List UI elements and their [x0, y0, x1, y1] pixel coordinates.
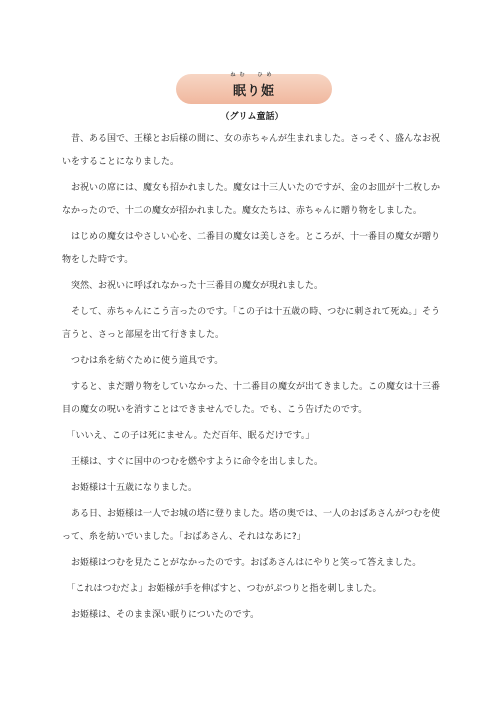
paragraph: お姫様はつむを見たことがなかったのです。おばあさんはにやりと笑って答えました。: [62, 558, 422, 568]
paragraph: 昔、ある国で、王様とお后様の間に、女の赤ちゃんが生まれました。さっそく、盛んなお祝いをすることになりました。: [62, 134, 440, 167]
paragraph: はじめの魔女はやさしい心を、二番目の魔女は美しさを。ところが、十一番目の魔女が贈り物をした時です。: [62, 232, 441, 265]
story-body: [62, 128, 440, 630]
paragraph: お祝いの席には、魔女も招かれました。魔女は十三人いたのですが、金のお皿が十二枚しかなかったので、十二の魔女が招かれました。魔女たちは、赤ちゃんに贈り物をしました。: [62, 183, 441, 216]
subtitle: （グリム童話）: [220, 112, 284, 122]
paragraph: 突然、お祝いに呼ばれなかった十三番目の魔女が現れました。: [62, 281, 324, 291]
story-title: [230, 71, 276, 99]
paragraph: つむは糸を紡ぐために使う道具です。: [62, 356, 224, 366]
paragraph: 「いいえ、この子は死にません。ただ百年、眠るだけです。」: [62, 431, 315, 441]
paragraph: 王様は、すぐに国中のつむを燃やすように命令を出しました。: [62, 457, 324, 467]
paragraph: ある日、お姫様は一人でお城の塔に登りました。塔の奥では、一人のおばあさんがつむを使って、糸を紡いでいました。「おばあさん、それはなあに?」: [62, 509, 441, 542]
paragraph: 「これはつむだよ」お姫様が手を伸ばすと、つむがぷつりと指を刺しました。: [62, 584, 382, 594]
paragraph: お姫様は十五歳になりました。: [62, 483, 198, 493]
paragraph: そして、赤ちゃんにこう言ったのです。「この子は十五歳の時、つむに刺されて死ぬ。」そう言うと、さっと部屋を出て行きました。: [62, 307, 440, 340]
paragraph: すると、まだ贈り物をしていなかった、十二番目の魔女が出てきました。この魔女は十三番目の魔女の呪いを消すことはできませんでした。でも、こう告げたのです。: [62, 382, 441, 415]
title-text: 眠り姫: [232, 83, 275, 99]
title-ruby: ねむ ひめ: [230, 71, 276, 78]
title-banner: [176, 71, 332, 104]
paragraph: お姫様は、そのまま深い眠りについたのです。: [62, 610, 260, 620]
